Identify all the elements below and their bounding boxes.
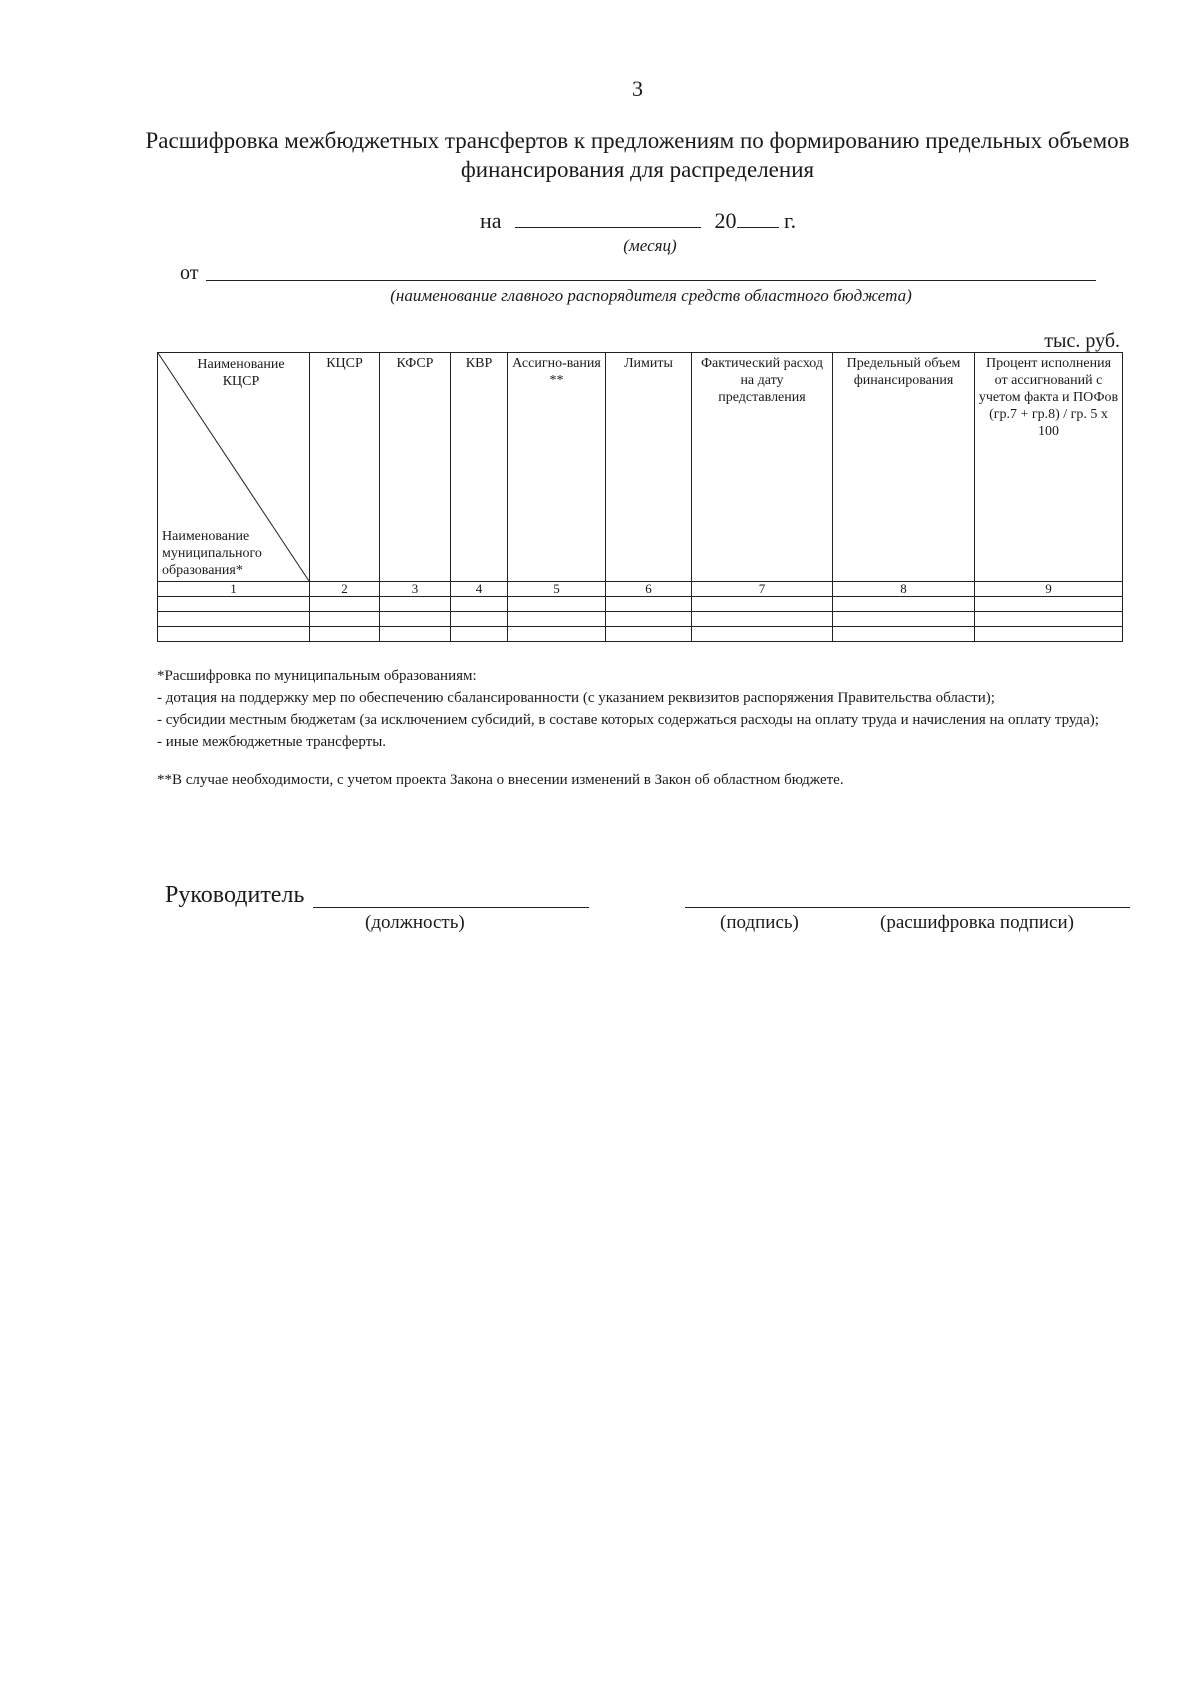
empty-cell — [692, 627, 833, 642]
empty-cell — [380, 627, 451, 642]
column-number-row — [158, 582, 1123, 597]
year-blank — [737, 209, 779, 228]
col-number: 4 — [451, 582, 508, 597]
from-blank — [206, 280, 1096, 281]
empty-cell — [380, 612, 451, 627]
empty-cell — [833, 597, 975, 612]
position-hint: (должность) — [365, 912, 465, 933]
table-row — [158, 612, 1123, 627]
col-header-limits: Лимиты — [606, 353, 692, 582]
col-header-percent: Процент исполнения от ассигнований с учетом факта и ПОФов (гр.7 + гр.8) / гр. 5 х 100 — [975, 353, 1123, 582]
transfers-table — [157, 352, 1123, 642]
empty-cell — [833, 627, 975, 642]
diagonal-header-cell — [158, 353, 310, 582]
footnote-other-transfers: - иные межбюджетные трансферты. — [157, 734, 387, 750]
empty-cell — [606, 627, 692, 642]
empty-cell — [451, 597, 508, 612]
diag-top-label: Наименование КЦСР — [197, 357, 285, 389]
col-header-appropriations: Ассигно-вания ** — [508, 353, 606, 582]
table-row — [158, 597, 1123, 612]
signature-hint: (подпись) — [720, 912, 799, 933]
col-header-kvr: КВР — [451, 353, 508, 582]
from-hint: (наименование главного распорядителя средств областного бюджета) — [390, 286, 912, 305]
units-label: тыс. руб. — [1044, 330, 1120, 352]
footnotes — [157, 665, 1122, 791]
position-blank — [313, 907, 589, 908]
col-number: 5 — [508, 582, 606, 597]
year-suffix: г. — [784, 208, 797, 233]
date-line — [480, 208, 796, 234]
month-hint: (месяц) — [623, 236, 677, 255]
empty-cell — [606, 597, 692, 612]
signature-blank — [685, 907, 1130, 908]
col-header-limit-volume: Предельный объем финансирования — [833, 353, 975, 582]
footnote-1: *Расшифровка по муниципальным образованиям: — [157, 668, 477, 684]
empty-cell — [508, 627, 606, 642]
footnote-2: **В случае необходимости, с учетом проекта Закона о внесении изменений в Закон об областном бюджете. — [157, 772, 844, 788]
table-header-row — [158, 353, 1123, 582]
empty-cell — [975, 612, 1123, 627]
empty-cell — [975, 597, 1123, 612]
empty-cell — [310, 597, 380, 612]
footnote-subsidy-local: - субсидии местным бюджетам (за исключением субсидий, в составе которых содержаться расходы на оплату труда и начисления на оплату труда); — [157, 712, 1099, 728]
empty-cell — [692, 597, 833, 612]
empty-cell — [508, 597, 606, 612]
empty-cell — [310, 627, 380, 642]
empty-cell — [158, 597, 310, 612]
table-row — [158, 627, 1123, 642]
col-number: 9 — [975, 582, 1123, 597]
month-blank — [515, 209, 701, 228]
col-number: 1 — [158, 582, 310, 597]
empty-cell — [833, 612, 975, 627]
head-label: Руководитель — [165, 882, 305, 908]
col-header-kcsr: КЦСР — [310, 353, 380, 582]
signature-decode-hint: (расшифровка подписи) — [880, 912, 1074, 933]
empty-cell — [508, 612, 606, 627]
col-number: 8 — [833, 582, 975, 597]
diag-bottom-label: Наименование муниципального образования* — [162, 529, 262, 578]
empty-cell — [692, 612, 833, 627]
page-number: 3 — [632, 76, 643, 101]
empty-cell — [380, 597, 451, 612]
empty-cell — [451, 627, 508, 642]
empty-cell — [451, 612, 508, 627]
from-label: от — [180, 262, 199, 284]
empty-cell — [975, 627, 1123, 642]
year-prefix: 20 — [714, 208, 737, 233]
col-number: 2 — [310, 582, 380, 597]
date-prefix: на — [480, 208, 502, 233]
empty-cell — [310, 612, 380, 627]
document-title: Расшифровка межбюджетных трансфертов к предложениям по формированию предельных объемов финансирования для распределения — [145, 128, 1130, 182]
col-number: 7 — [692, 582, 833, 597]
empty-cell — [158, 612, 310, 627]
empty-cell — [158, 627, 310, 642]
col-number: 3 — [380, 582, 451, 597]
footnote-subsidy-dotation: - дотация на поддержку мер по обеспечению сбалансированности (с указанием реквизитов распоряжения Правительства области); — [157, 690, 995, 706]
empty-cell — [606, 612, 692, 627]
col-number: 6 — [606, 582, 692, 597]
col-header-kfsr: КФСР — [380, 353, 451, 582]
col-header-actual-expense: Фактический расход на дату представления — [692, 353, 833, 582]
